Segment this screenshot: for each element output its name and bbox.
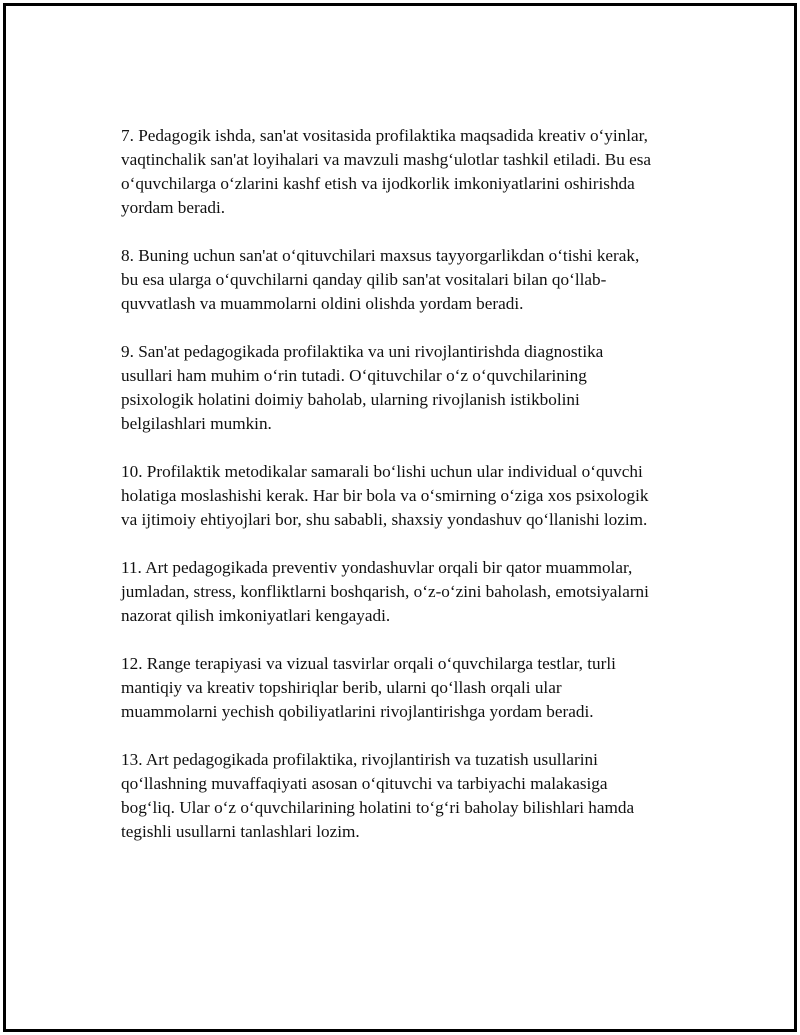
paragraph-11: 11. Art pedagogikada preventiv yondashuvlar orqali bir qator muammolar, jumladan, stress, konfliktlarni boshqarish, o‘z-o‘zini baholash, emotsiyalarni nazorat qilish imkoniyatlari kengayadi. — [121, 558, 649, 625]
paragraph-10: 10. Profilaktik metodikalar samarali bo‘lishi uchun ular individual o‘quvchi holatiga moslashishi kerak. Har bir bola va o‘smirning o‘ziga xos psixologik va ijtimoiy ehtiyojlari bor, shu sababli, shaxsiy yondashuv qo‘llanishi lozim. — [121, 462, 649, 529]
paragraph-13: 13. Art pedagogikada profilaktika, rivojlantirish va tuzatish usullarini qo‘llashning muvaffaqiyati asosan o‘qituvchi va tarbiyachi malakasiga bog‘liq. Ular o‘z o‘quvchilarining holatini to‘g‘ri baholay bilishlari hamda tegishli usullarni tanlashlari lozim. — [121, 750, 635, 841]
paragraph-12: 12. Range terapiyasi va vizual tasvirlar orqali o‘quvchilarga testlar, turli mantiqiy va kreativ topshiriqlar berib, ularni qo‘llash orqali ular muammolarni yechish qobiliyatlarini rivojlantirishga yordam beradi. — [121, 654, 616, 721]
page-border-frame — [3, 3, 797, 1032]
document-body — [121, 124, 701, 868]
paragraph-9: 9. San'at pedagogikada profilaktika va uni rivojlantirishda diagnostika usullari ham muhim o‘rin tutadi. O‘qituvchilar o‘z o‘quvchilarining psixologik holatini doimiy baholab, ularning rivojlanish istikbolini belgilashlari mumkin. — [121, 342, 604, 433]
paragraph-8: 8. Buning uchun san'at o‘qituvchilari maxsus tayyorgarlikdan o‘tishi kerak, bu esa ularga o‘quvchilarni qanday qilib san'at vositalari bilan qo‘llab- quvvatlash va muammolarni oldini olishda yordam beradi. — [121, 246, 640, 313]
paragraph-7: 7. Pedagogik ishda, san'at vositasida profilaktika maqsadida kreativ o‘yinlar, vaqtinchalik san'at loyihalari va mavzuli mashg‘ulotlar tashkil etiladi. Bu esa o‘quvchilarga o‘zlarini kashf etish va ijodkorlik imkoniyatlarini oshirishda yordam beradi. — [121, 126, 652, 217]
